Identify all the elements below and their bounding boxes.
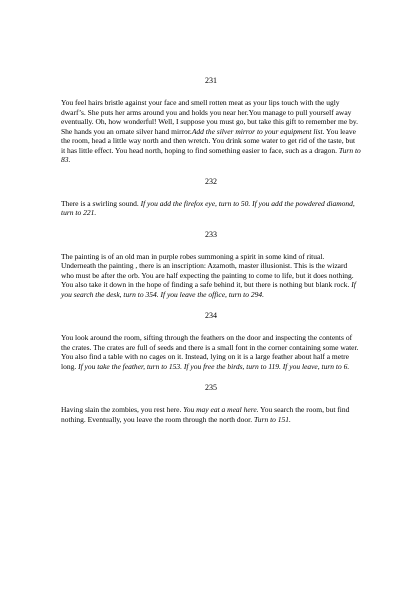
section-number-234: 234	[205, 311, 217, 320]
section-text-231	[61, 98, 361, 165]
paragraph-text: You search the room, but find nothing. Eventually, you leave the room through the north door.	[61, 405, 350, 424]
paragraph-text: The painting is of an old man in purple robes summoning a spirit in some kind of ritual. Underneath the painting , there is an inscription: Azamoth, master illusionist. This is the wizard who must be after the orb. You are half expecting the painting to come to life, but it does nothing. You also take it down in the hope of finding a safe behind it, but there is nothing but blank rock.	[61, 251, 354, 289]
section-text-234	[61, 333, 361, 371]
choice-text: If you search the desk, turn to 354. If you leave the office, turn to 294.	[61, 280, 356, 299]
turn-to-link: Turn to 151.	[254, 414, 291, 424]
document-page	[61, 76, 361, 436]
paragraph-text: You feel hairs bristle against your face and smell rotten meat as your lips touch with the ugly dwarf’s. She puts her arms around you and holds you near her.You manage to pull yourself away eventually. Oh, how wonderful! Well, I suppose you must go, but take this gift to remember me by. She hands you an ornate silver hand mirror.	[61, 98, 358, 136]
paragraph-text: You leave the room, head a little way north and then wretch. You drink some water to get rid of the taste, but it has little effect. You head north, hoping to find something easier to face, such as a dragon.	[61, 126, 356, 155]
instruction-text: Add the silver mirror to your equipment list.	[191, 126, 325, 136]
instruction-text: You may eat a meal here.	[183, 405, 259, 414]
paragraph-text: Having slain the zombies, you rest here.	[61, 405, 184, 414]
turn-to-link: Turn to 83.	[61, 145, 361, 164]
section-text-232	[61, 199, 361, 218]
choice-text: If you add the firefox eye, turn to 50. If you add the powdered diamond, turn to 221.	[61, 198, 355, 217]
section-text-235	[61, 405, 361, 424]
section-number-235: 235	[205, 383, 217, 392]
section-number-231: 231	[205, 76, 217, 85]
section-number-232: 232	[205, 176, 217, 186]
paragraph-text: There is a swirling sound.	[61, 198, 141, 208]
section-number-233: 233	[205, 229, 217, 239]
section-text-233	[61, 252, 361, 300]
paragraph-text: You look around the room, sifting through the feathers on the door and inspecting the contents of the crates. The crates are full of seeds and there is a small font in the corner containing some water. You also find a table with no cages on it. Instead, lying on it is a large feather about half a metre long.	[61, 333, 359, 371]
choice-text: If you take the feather, turn to 153. If you free the birds, turn to 119. If you leave, turn to 6.	[78, 361, 350, 371]
